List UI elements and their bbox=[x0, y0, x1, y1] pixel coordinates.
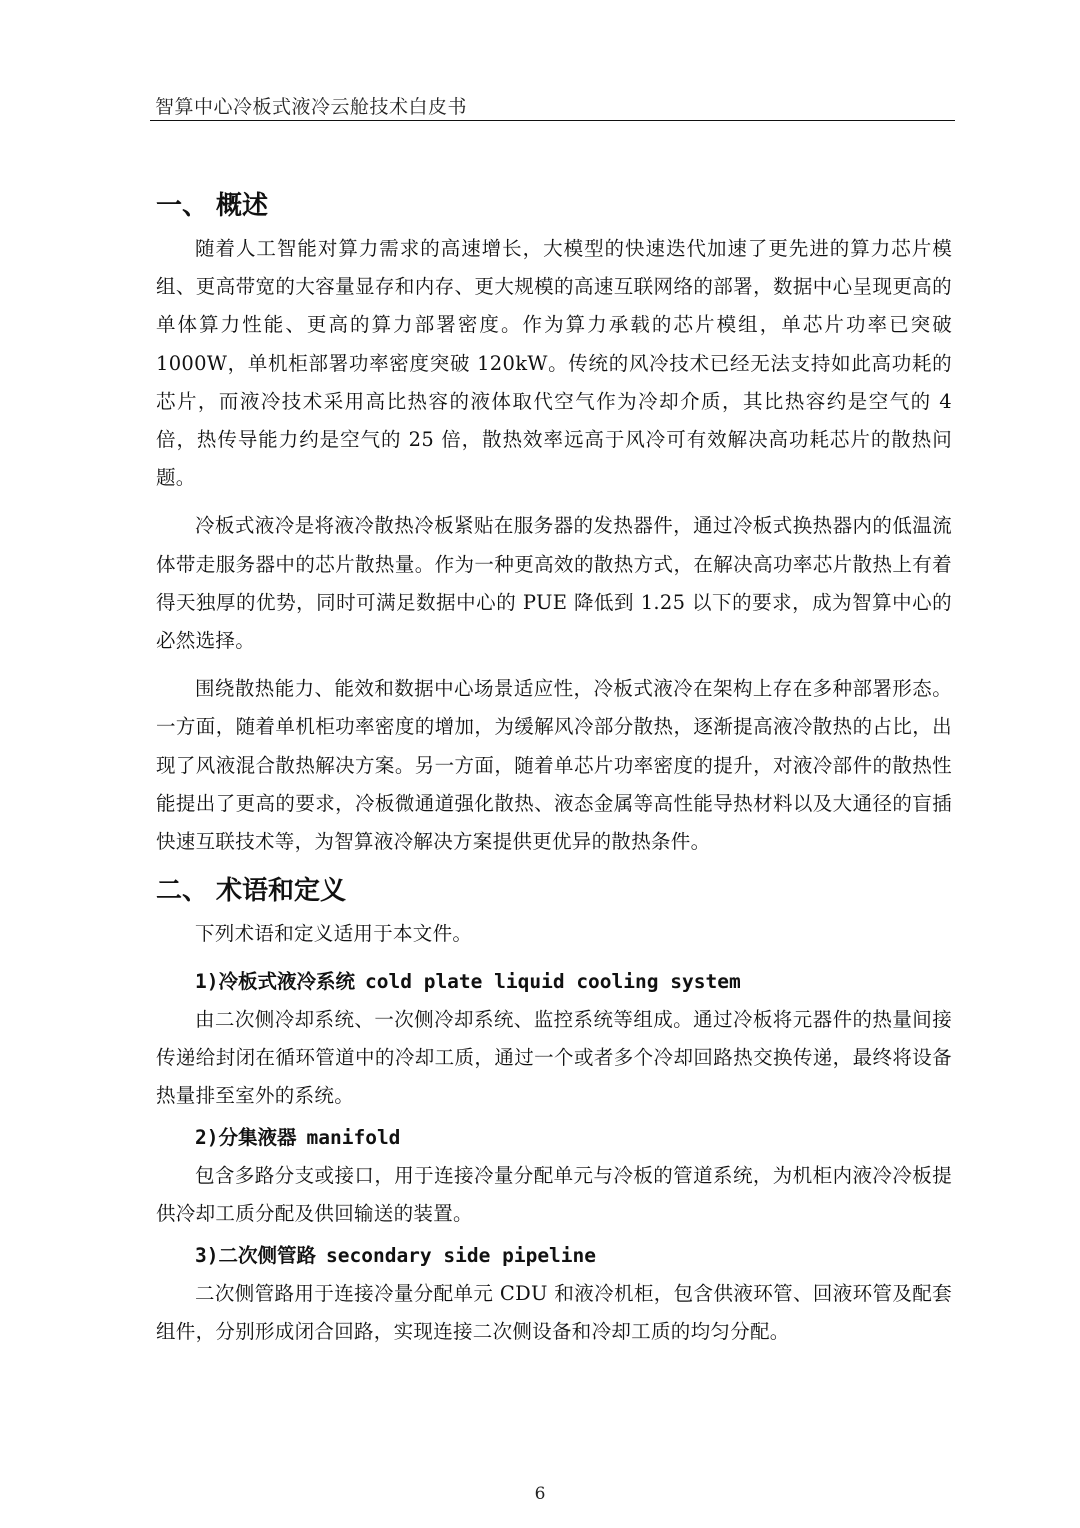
term-name-en: secondary side pipeline bbox=[326, 1244, 597, 1268]
paragraph: 冷板式液冷是将液冷散热冷板紧贴在服务器的发热器件，通过冷板式换热器内的低温流体带走服务器中的芯片散热量。作为一种更高效的散热方式，在解决高功率芯片散热上有着得天独厚的优势，同时可满足数据中心的 PUE 降低到 1.25 以下的要求，成为智算中心的必然选择。 bbox=[156, 514, 952, 653]
term-number: 2) bbox=[195, 1126, 219, 1150]
term-entry bbox=[156, 1237, 952, 1351]
page-content bbox=[156, 186, 952, 1355]
section-heading-terms bbox=[156, 871, 952, 911]
term-name-zh: 分集液器 bbox=[218, 1126, 297, 1150]
term-name-en: cold plate liquid cooling system bbox=[365, 970, 741, 994]
section-intro: 下列术语和定义适用于本文件。 bbox=[195, 922, 473, 946]
section-number: 二、 bbox=[156, 876, 209, 907]
term-definition: 由二次侧冷却系统、一次侧冷却系统、监控系统等组成。通过冷板将元器件的热量间接传递给封闭在循环管道中的冷却工质，通过一个或者多个冷却回路热交换传递，最终将设备热量排至室外的系统。 bbox=[156, 1008, 952, 1108]
term-entry bbox=[156, 1119, 952, 1233]
term-name-zh: 冷板式液冷系统 bbox=[218, 970, 355, 994]
term-number: 3) bbox=[195, 1244, 219, 1268]
section-title: 术语和定义 bbox=[216, 876, 347, 907]
paragraph: 围绕散热能力、能效和数据中心场景适应性，冷板式液冷在架构上存在多种部署形态。一方面，随着单机柜功率密度的增加，为缓解风冷部分散热，逐渐提高液冷散热的占比，出现了风液混合散热解决方案。另一方面，随着单芯片功率密度的提升，对液冷部件的散热性能提出了更高的要求，冷板微通道强化散热、液态金属等高性能导热材料以及大通径的盲插快速互联技术等，为智算液冷解决方案提供更优异的散热条件。 bbox=[156, 677, 952, 854]
term-heading bbox=[156, 963, 952, 1001]
page-number: 6 bbox=[534, 1484, 546, 1504]
term-heading bbox=[156, 1119, 952, 1157]
section-heading-overview bbox=[156, 186, 952, 226]
term-entry bbox=[156, 963, 952, 1115]
header-rule bbox=[150, 120, 955, 121]
paragraph: 随着人工智能对算力需求的高速增长，大模型的快速迭代加速了更先进的算力芯片模组、更高带宽的大容量显存和内存、更大规模的高速互联网络的部署，数据中心呈现更高的单体算力性能、更高的算力部署密度。作为算力承载的芯片模组，单芯片功率已突破 1000W，单机柜部署功率密度突破 120kW。传统的风冷技术已经无法支持如此高功耗的芯片，而液冷技术采用高比热容的液体取代空气作为冷却介质，其比热容约是空气的 4 倍，热传导能力约是空气的 25 倍，散热效率远高于风冷可有效解决高功耗芯片的散热问题。 bbox=[156, 237, 952, 490]
term-number: 1) bbox=[195, 970, 219, 994]
term-name-zh: 二次侧管路 bbox=[218, 1244, 316, 1268]
section-title: 概述 bbox=[216, 191, 269, 221]
term-heading bbox=[156, 1237, 952, 1275]
term-definition: 二次侧管路用于连接冷量分配单元 CDU 和液冷机柜，包含供液环管、回液环管及配套组件，分别形成闭合回路，实现连接二次侧设备和冷却工质的均匀分配。 bbox=[156, 1282, 952, 1344]
running-header: 智算中心冷板式液冷云舱技术白皮书 bbox=[155, 96, 468, 118]
section-number: 一、 bbox=[156, 191, 209, 221]
term-definition: 包含多路分支或接口，用于连接冷量分配单元与冷板的管道系统，为机柜内液冷冷板提供冷却工质分配及供回输送的装置。 bbox=[156, 1164, 952, 1226]
term-name-en: manifold bbox=[306, 1126, 401, 1150]
